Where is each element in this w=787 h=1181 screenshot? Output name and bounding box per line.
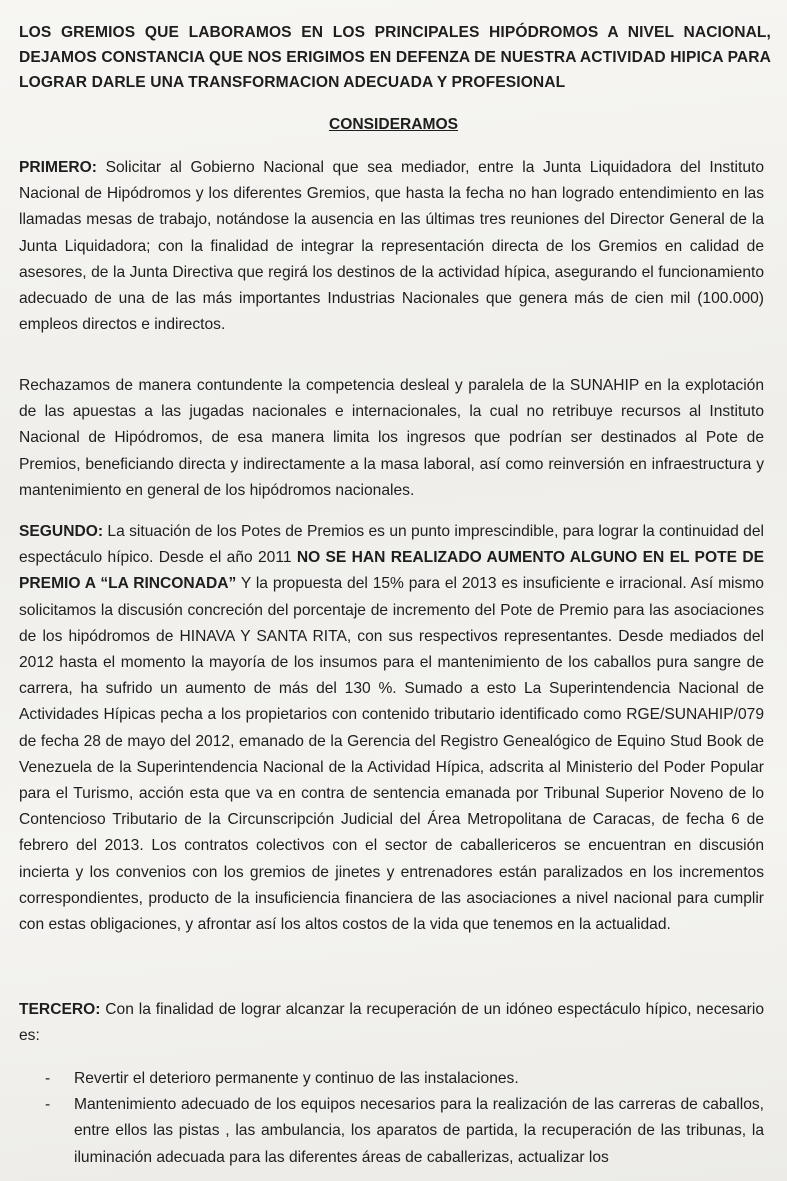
primero-label: PRIMERO: <box>19 159 97 176</box>
bullet-list <box>19 1066 764 1171</box>
bullet-text: Revertir el deterioro permanente y continuo de las instalaciones. <box>74 1070 519 1087</box>
segundo-text-1: La situación de los Potes de Premios es un punto imprescindible, para lograr la continuidad del espectáculo hípico. Desde el año 2011 <box>19 523 764 567</box>
bullet-dash: - <box>45 1070 51 1087</box>
list-item <box>19 1066 764 1092</box>
paragraph-segundo <box>19 519 764 938</box>
bullet-dash: - <box>45 1096 51 1114</box>
segundo-label: SEGUNDO: <box>19 523 104 540</box>
tercero-text: Con la finalidad de lograr alcanzar la recuperación de un idóneo espectáculo hípico, necesario es: <box>19 1001 764 1045</box>
primero-text: Solicitar al Gobierno Nacional que sea mediador, entre la Junta Liquidadora del Instituto Nacional de Hipódromos y los diferentes Gremios, que hasta la fecha no han logrado entendimiento en las llamadas mesas de trabajo, notándose la ausencia en las últimas tres reuniones del Director General de la Junta Liquidadora; con la finalidad de integrar la representación directa de los Gremios en calidad de asesores, de la Junta Directiva que regirá los destinos de la actividad hípica, asegurando el funcionamiento adecuado de una de las más importantes Industrias Nacionales que genera más de cien mil (100.000) empleos directos e indirectos. <box>19 159 764 334</box>
paragraph-primero <box>19 155 764 338</box>
section-title: CONSIDERAMOS <box>328 116 459 133</box>
bullet-text: Mantenimiento adecuado de los equipos necesarios para la realización de las carreras de caballos, entre ellos las pistas , las ambulancia, los aparatos de partida, la recuperación de las tribunas, la iluminación adecuada para las diferentes áreas de caballerizas, actualizar los <box>74 1096 764 1166</box>
document-heading: LOS GREMIOS QUE LABORAMOS EN LOS PRINCIPALES HIPÓDROMOS A NIVEL NACIONAL, DEJAMOS CONSTANCIA QUE NOS ERIGIMOS EN DEFENZA DE NUESTRA ACTIVIDAD HIPICA PARA LOGRAR DARLE UNA TRANSFORMACION ADECUADA Y PROFESIONAL <box>19 24 771 91</box>
paragraph-tercero <box>19 997 764 1049</box>
paragraph-rechazamos: Rechazamos de manera contundente la competencia desleal y paralela de la SUNAHIP en la explotación de las apuestas a las jugadas nacionales e internacionales, la cual no retribuye recursos al Instituto Nacional de Hipódromos, de esa manera limita los ingresos que podrían ser destinados al Pote de Premios, beneficiando directa y indirectamente a la masa laboral, así como reinversión en infraestructura y mantenimiento en general de los hipódromos nacionales. <box>19 377 764 499</box>
list-item <box>19 1092 764 1171</box>
segundo-bold-text: NO SE HAN REALIZADO AUMENTO ALGUNO EN EL POTE DE PREMIO A “LA RINCONADA” <box>19 549 764 593</box>
tercero-label: TERCERO: <box>19 1001 101 1018</box>
segundo-text-2: Y la propuesta del 15% para el 2013 es insuficiente e irracional. Así mismo solicitamos la discusión concreción del porcentaje de incremento del Pote de Premio para las asociaciones de los hipódromos de HINAVA Y SANTA RITA, con sus respectivos representantes. Desde mediados del 2012 hasta el momento la mayoría de los insumos para el mantenimiento de los caballos pura sangre de carrera, ha sufrido un aumento de más del 130 %. Sumado a esto La Superintendencia Nacional de Actividades Hípicas pecha a los propietarios con contenido tributario identificado como RGE/SUNAHIP/079 de fecha 28 de mayo del 2012, emanado de la Gerencia del Registro Genealógico de Equino Stud Book de Venezuela de la Superintendencia Nacional de la Actividad Hípica, adscrita al Ministerio del Poder Popular para el Turismo, acción esta que va en contra de sentencia emanada por Tribunal Superior Noveno de lo Contencioso Tributario de la Circunscripción Judicial del Área Metropolitana de Caracas, de fecha 6 de febrero del 2013. Los contratos colectivos con el sector de caballericeros se encuentran en discusión incierta y los convenios con los gremios de jinetes y entrenadores están paralizados en los incrementos correspondientes, producto de la insuficiencia financiera de las asociaciones a nivel nacional para cumplir con estas obligaciones, y afrontar así los altos costos de la vida que tenemos en la actualidad. <box>19 575 764 934</box>
